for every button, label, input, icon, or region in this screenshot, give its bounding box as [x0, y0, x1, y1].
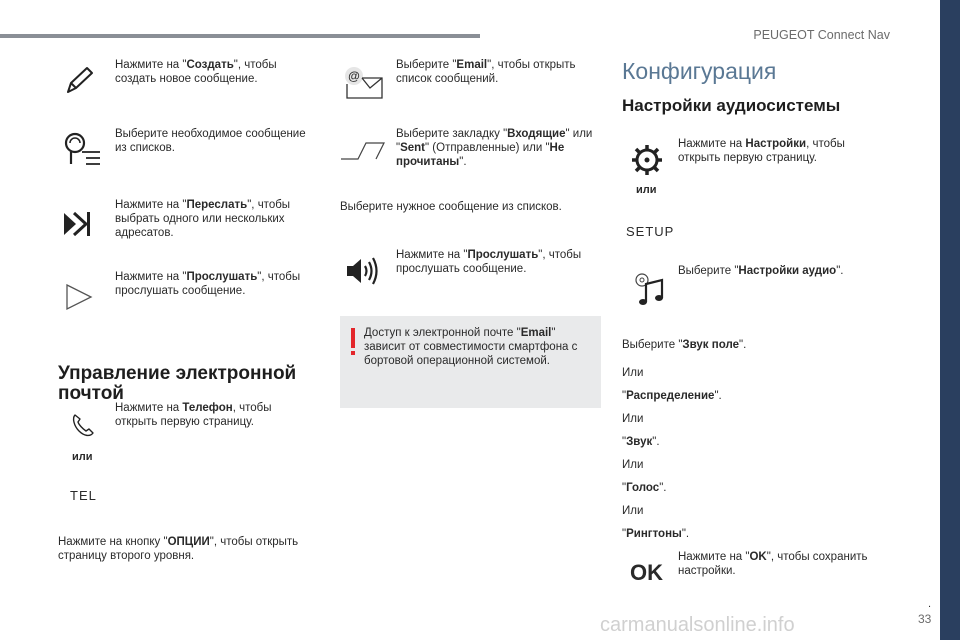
sound-field-instruction: Выберите "Звук поле".: [622, 339, 747, 351]
forward-instruction: Нажмите на "Переслать", чтобы выбрать одного или нескольких адресатов.: [115, 199, 291, 239]
option-ringtones: "Рингтоны".: [622, 528, 690, 540]
option-or-3: Или: [622, 459, 644, 471]
tel-instruction: Нажмите на Телефон, чтобы открыть первую страницу.: [115, 402, 272, 428]
alert-bar-icon: [351, 328, 355, 348]
svg-text:@: @: [348, 69, 360, 83]
configuration-title: Конфигурация: [622, 58, 777, 84]
tel-button-label: TEL: [70, 488, 97, 503]
gear-icon: [630, 143, 664, 177]
ok-instruction: Нажмите на "OK", чтобы сохранить настройки.: [678, 551, 868, 577]
speaker-icon: [345, 256, 381, 286]
or-label-right: или: [636, 184, 657, 196]
forward-arrow-icon: [62, 209, 92, 239]
email-management-title: Управление электронной почтой: [58, 363, 297, 404]
watermark: carmanualsonline.info: [600, 614, 795, 636]
audio-settings-title: Настройки аудиосистемы: [622, 96, 841, 115]
top-rule: [0, 34, 480, 38]
ok-button-label: OK: [630, 560, 663, 585]
settings-instruction: Нажмите на Настройки, чтобы открыть первую страницу.: [678, 138, 845, 164]
tab-instruction: Выберите закладку "Входящие" или "Sent" (Отправленные) или "Не прочитаны".: [396, 128, 593, 168]
alert-dot-icon: [351, 351, 355, 355]
page-dot: .: [928, 598, 932, 610]
compatibility-note-box: [340, 316, 601, 408]
phone-handset-icon: [70, 412, 96, 438]
select-message-instruction: Выберите необходимое сообщение из списков.: [115, 128, 306, 154]
options-instruction: Нажмите на кнопку "ОПЦИИ", чтобы открыть страницу второго уровня.: [58, 536, 299, 562]
contact-list-icon: [60, 130, 102, 168]
page-header: PEUGEOT Connect Nav: [753, 28, 890, 42]
page-number: 33: [918, 612, 932, 626]
option-or-1: Или: [622, 367, 644, 379]
audio-settings-instruction: Выберите "Настройки аудио".: [678, 265, 844, 277]
setup-button-label: SETUP: [626, 224, 675, 239]
play-triangle-icon: [64, 282, 94, 312]
or-label: или: [72, 451, 93, 463]
listen-instruction-left: Нажмите на "Прослушать", чтобы прослушать сообщение.: [115, 271, 301, 297]
option-or-4: Или: [622, 505, 644, 517]
email-instruction: Выберите "Email", чтобы открыть список сообщений.: [396, 59, 576, 85]
sidebar-band: [940, 0, 960, 640]
option-distribution: "Распределение".: [622, 390, 722, 402]
select-from-list-text: Выберите нужное сообщение из списков.: [340, 201, 562, 213]
option-voice: "Голос".: [622, 482, 667, 494]
option-or-2: Или: [622, 413, 644, 425]
option-sound: "Звук".: [622, 436, 660, 448]
create-instruction: Нажмите на "Создать", чтобы создать новое сообщение.: [115, 59, 277, 85]
email-envelope-icon: [342, 64, 386, 102]
tab-shape-icon: [340, 140, 386, 162]
audio-settings-icon: [632, 270, 668, 306]
compatibility-note-text: Доступ к электронной почте "Email" зависит от совместимости смартфона с бортовой операционной системой.: [364, 327, 578, 367]
listen-instruction-right: Нажмите на "Прослушать", чтобы прослушать сообщение.: [396, 249, 582, 275]
pencil-icon: [62, 64, 96, 98]
